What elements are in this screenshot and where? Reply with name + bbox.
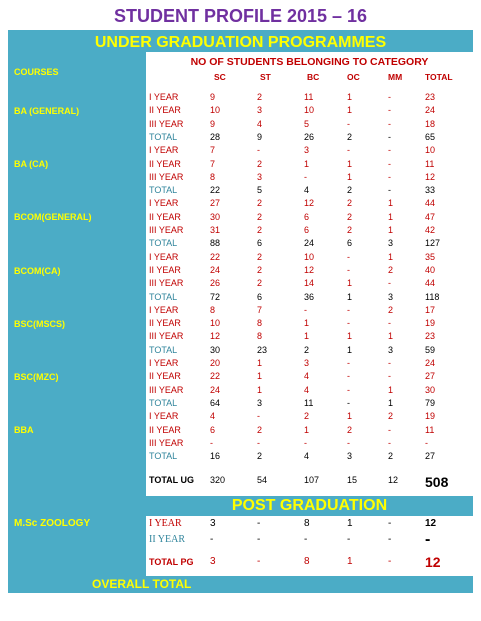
table-cell: 30 — [425, 384, 436, 395]
pg-total-label: TOTAL PG — [149, 557, 194, 567]
table-cell: 23 — [257, 344, 268, 355]
row-label: II YEAR — [149, 371, 181, 382]
table-cell: 3 — [388, 344, 394, 355]
table-cell: 7 — [257, 304, 263, 315]
table-cell: 1 — [304, 318, 310, 329]
table-row — [146, 118, 473, 131]
table-cell: 3 — [257, 171, 263, 182]
table-cell: 11 — [304, 92, 314, 102]
table-cell: 31 — [210, 225, 221, 235]
total-ug-mm: 12 — [388, 475, 399, 485]
table-cell: 2 — [257, 211, 263, 222]
table-cell: 3 — [388, 291, 394, 302]
row-label: II YEAR — [149, 105, 181, 116]
table-cell: - — [257, 411, 260, 422]
table-cell: 22 — [210, 251, 221, 262]
table-cell: 5 — [304, 118, 310, 129]
table-cell: 18 — [425, 118, 436, 129]
table-cell: 35 — [425, 251, 436, 262]
table-cell: 6 — [347, 238, 353, 249]
table-row — [146, 344, 473, 357]
table-cell: 7 — [210, 145, 216, 156]
table-cell: 2 — [388, 304, 394, 315]
table-cell: 1 — [257, 371, 263, 382]
table-cell: 9 — [210, 118, 216, 129]
table-cell: - — [388, 371, 391, 382]
table-cell: 11 — [425, 424, 435, 435]
table-cell: 1 — [388, 384, 394, 395]
table-cell: 4 — [304, 371, 310, 382]
table-cell: 2 — [257, 264, 263, 275]
table-cell: - — [388, 358, 391, 368]
row-label: III YEAR — [149, 225, 184, 235]
row-label: TOTAL — [149, 238, 178, 249]
total-ug-st: 54 — [257, 475, 268, 485]
total-ug-sc: 320 — [210, 475, 226, 485]
table-cell: 22 — [210, 185, 221, 196]
table-cell: - — [257, 437, 260, 448]
pg-heading: POST GRADUATION — [231, 497, 388, 514]
table-cell: 1 — [388, 331, 394, 342]
table-cell: 44 — [425, 278, 436, 289]
table-row — [146, 410, 473, 423]
table-cell: - — [388, 437, 391, 448]
table-cell: 44 — [425, 198, 436, 209]
pg-cell: - — [210, 534, 214, 545]
table-row — [146, 251, 473, 264]
table-cell: 59 — [425, 344, 436, 355]
pg-cell: - — [257, 556, 261, 567]
table-cell: 1 — [304, 158, 310, 169]
table-cell: 26 — [210, 278, 221, 289]
table-row — [146, 144, 473, 157]
table-cell: 27 — [425, 371, 436, 382]
table-cell: 79 — [425, 397, 436, 408]
table-cell: - — [388, 145, 391, 156]
table-row — [146, 197, 473, 210]
row-label: I YEAR — [149, 358, 179, 368]
table-cell: 2 — [347, 424, 353, 435]
pg-cell: 8 — [304, 518, 310, 529]
pg-cell: 12 — [425, 518, 437, 529]
col-header-sc: SC — [214, 72, 226, 82]
row-label: II YEAR — [149, 264, 181, 275]
table-row — [146, 184, 473, 197]
table-cell: 10 — [425, 145, 436, 156]
table-row — [146, 330, 473, 343]
table-cell: 12 — [425, 171, 436, 182]
course-name: BCOM(CA) — [14, 265, 61, 276]
row-label: III YEAR — [149, 331, 184, 342]
row-label: I YEAR — [149, 145, 179, 156]
table-cell: - — [388, 105, 391, 116]
table-row — [146, 357, 473, 370]
table-row — [146, 304, 473, 317]
table-cell: 2 — [257, 158, 263, 169]
total-ug-total: 508 — [425, 474, 449, 490]
table-cell: 30 — [210, 344, 221, 355]
table-cell: - — [304, 304, 307, 315]
table-cell: 24 — [304, 238, 315, 249]
course-name: BCOM(GENERAL) — [14, 212, 92, 223]
table-cell: 2 — [257, 92, 263, 102]
category-header: NO OF STUDENTS BELONGING TO CATEGORY — [190, 56, 429, 68]
row-label: I YEAR — [149, 304, 179, 315]
table-cell: 2 — [388, 451, 394, 462]
table-cell: 3 — [347, 451, 353, 462]
table-cell: 14 — [304, 278, 315, 289]
table-row — [146, 424, 473, 437]
table-cell: - — [210, 437, 213, 448]
table-cell: 24 — [210, 384, 221, 395]
table-cell: 2 — [257, 198, 263, 209]
pg-cell: 8 — [304, 556, 310, 567]
table-cell: 2 — [347, 198, 353, 209]
table-cell: 30 — [210, 211, 221, 222]
course-name: BBA — [14, 425, 34, 436]
pg-cell: - — [347, 534, 351, 545]
table-row — [146, 277, 473, 290]
table-cell: 12 — [304, 198, 315, 209]
table-cell: 118 — [425, 291, 440, 302]
table-cell: 1 — [388, 397, 394, 408]
table-row — [146, 450, 473, 463]
table-cell: - — [304, 437, 307, 448]
table-cell: 4 — [210, 411, 216, 422]
table-cell: - — [388, 278, 391, 289]
table-row — [146, 384, 473, 397]
table-cell: 19 — [425, 411, 436, 422]
pg-row-2 — [146, 532, 473, 548]
table-row — [146, 104, 473, 117]
table-cell: 1 — [304, 424, 310, 435]
table-cell: 2 — [304, 344, 310, 355]
table-cell: 2 — [257, 251, 263, 262]
table-cell: 1 — [388, 251, 394, 262]
row-label: TOTAL — [149, 291, 178, 302]
table-cell: - — [347, 264, 350, 275]
col-header-mm: MM — [388, 72, 403, 82]
table-cell: 4 — [304, 384, 310, 395]
table-cell: 2 — [257, 451, 263, 462]
table-cell: 1 — [347, 411, 353, 422]
table-cell: 9 — [257, 131, 263, 142]
pg-course-name: M.Sc ZOOLOGY — [14, 518, 91, 529]
table-cell: 6 — [304, 225, 310, 235]
table-row — [146, 370, 473, 383]
table-cell: 1 — [347, 278, 353, 289]
pg-cell: - — [257, 518, 261, 529]
col-header-st: ST — [260, 72, 271, 82]
row-label: I YEAR — [149, 411, 179, 422]
row-label: TOTAL — [149, 397, 178, 408]
table-cell: 11 — [425, 158, 435, 169]
row-label: II YEAR — [149, 318, 181, 329]
row-label: TOTAL — [149, 131, 178, 142]
row-label: III YEAR — [149, 118, 184, 129]
row-label: II YEAR — [149, 158, 181, 169]
table-cell: 20 — [210, 358, 221, 368]
course-name: BA (GENERAL) — [14, 106, 80, 116]
pg-cell: - — [388, 556, 392, 567]
table-cell: 10 — [210, 318, 221, 329]
table-cell: 27 — [425, 451, 436, 462]
table-cell: 127 — [425, 238, 441, 249]
total-ug-bc: 107 — [304, 475, 320, 485]
col-header-total: TOTAL — [425, 72, 453, 82]
course-name: BSC(MSCS) — [14, 318, 65, 329]
table-cell: 5 — [257, 185, 263, 196]
table-cell: - — [388, 92, 391, 102]
table-cell: 10 — [304, 105, 315, 116]
table-cell: 1 — [388, 211, 394, 222]
table-cell: 9 — [210, 92, 216, 102]
course-name: BA (CA) — [14, 159, 49, 170]
table-cell: 19 — [425, 318, 436, 329]
table-cell: 3 — [257, 397, 263, 408]
table-cell: 27 — [210, 198, 221, 209]
table-cell: 2 — [388, 264, 394, 275]
table-cell: 40 — [425, 264, 436, 275]
col-header-oc: OC — [347, 72, 360, 82]
table-cell: 1 — [347, 331, 353, 342]
table-row — [146, 171, 473, 184]
table-cell: - — [347, 145, 350, 156]
table-cell: - — [388, 185, 391, 196]
table-cell: 23 — [425, 92, 436, 102]
table-cell: 10 — [210, 105, 221, 116]
row-label: III YEAR — [149, 384, 184, 395]
table-cell: - — [347, 304, 350, 315]
table-cell: - — [304, 171, 307, 182]
pg-cell: 1 — [347, 556, 353, 567]
table-row — [146, 224, 473, 237]
pg-cell: 3 — [210, 518, 216, 529]
pg-cell: - — [388, 518, 392, 529]
table-cell: 8 — [210, 171, 216, 182]
table-cell: 1 — [347, 105, 353, 116]
row-label: III YEAR — [149, 437, 184, 448]
ug-heading: UNDER GRADUATION PROGRAMMES — [94, 34, 387, 51]
table-cell: - — [388, 118, 391, 129]
table-row — [146, 437, 473, 450]
row-label: III YEAR — [149, 278, 184, 289]
table-cell: - — [347, 318, 350, 329]
table-cell: 7 — [210, 158, 216, 169]
table-cell: 8 — [257, 318, 263, 329]
pg-row-label: I YEAR — [149, 518, 182, 529]
table-cell: 2 — [347, 131, 353, 142]
table-cell: 1 — [257, 358, 263, 368]
table-row — [146, 264, 473, 277]
pg-cell: - — [388, 534, 392, 545]
table-cell: - — [388, 171, 391, 182]
table-cell: 3 — [304, 145, 310, 156]
table-cell: 1 — [347, 291, 353, 302]
table-cell: 3 — [304, 358, 310, 368]
row-label: II YEAR — [149, 211, 181, 222]
row-label: TOTAL — [149, 185, 178, 196]
table-cell: 1 — [347, 158, 353, 169]
table-cell: - — [388, 424, 391, 435]
course-name: BSC(MZC) — [14, 372, 59, 382]
table-cell: - — [425, 437, 428, 448]
table-cell: 2 — [347, 225, 353, 235]
table-cell: 24 — [425, 358, 436, 368]
table-row — [146, 291, 473, 304]
table-cell: - — [347, 251, 350, 262]
table-cell: 64 — [210, 397, 221, 408]
table-cell: 4 — [304, 451, 310, 462]
table-cell: 88 — [210, 238, 221, 249]
table-cell: - — [347, 437, 350, 448]
table-cell: 1 — [304, 331, 310, 342]
pg-cell: - — [425, 531, 431, 548]
total-ug-oc: 15 — [347, 475, 358, 485]
row-label: TOTAL — [149, 344, 178, 355]
table-cell: 2 — [257, 225, 263, 235]
table-row — [146, 317, 473, 330]
table-cell: 12 — [304, 264, 315, 275]
table-cell: 6 — [257, 291, 263, 302]
pg-row-1 — [146, 516, 473, 532]
row-label: III YEAR — [149, 171, 184, 182]
table-cell: - — [388, 158, 391, 169]
table-cell: 2 — [257, 424, 263, 435]
row-label: I YEAR — [149, 251, 179, 262]
table-cell: 2 — [388, 411, 394, 422]
row-label: I YEAR — [149, 198, 179, 209]
table-cell: 10 — [304, 251, 315, 262]
table-cell: 36 — [304, 291, 315, 302]
table-cell: 65 — [425, 131, 436, 142]
table-cell: 24 — [425, 105, 436, 116]
table-cell: 3 — [388, 238, 394, 249]
pg-cell: - — [257, 534, 261, 545]
table-cell: 1 — [257, 384, 263, 395]
table-cell: 6 — [304, 211, 310, 222]
table-cell: - — [347, 118, 350, 129]
overall-total-label: OVERALL TOTAL — [92, 577, 192, 591]
table-row — [146, 158, 473, 171]
table-cell: - — [347, 358, 350, 368]
table-cell: 2 — [347, 211, 353, 222]
col-header-bc: BC — [307, 72, 320, 82]
table-row — [146, 91, 473, 104]
table-cell: 23 — [425, 331, 436, 342]
table-cell: 2 — [257, 278, 263, 289]
table-cell: 4 — [304, 185, 310, 196]
pg-row-total — [146, 554, 473, 570]
table-cell: 6 — [257, 238, 263, 249]
table-cell: 47 — [425, 211, 436, 222]
table-cell: 1 — [388, 225, 394, 235]
pg-cell: - — [304, 534, 308, 545]
table-row — [146, 237, 473, 250]
table-cell: - — [347, 384, 350, 395]
pg-cell: 1 — [347, 518, 353, 529]
table-cell: 1 — [347, 92, 353, 102]
table-cell: 22 — [210, 371, 221, 382]
table-row — [146, 211, 473, 224]
table-cell: 42 — [425, 225, 436, 235]
table-cell: - — [388, 131, 391, 142]
pg-row-label: II YEAR — [149, 534, 186, 545]
row-label: II YEAR — [149, 424, 181, 435]
table-cell: 26 — [304, 131, 315, 142]
table-cell: 11 — [304, 397, 314, 408]
table-cell: 16 — [210, 451, 221, 462]
table-cell: - — [388, 318, 391, 329]
table-cell: 8 — [257, 331, 263, 342]
table-cell: - — [257, 145, 260, 156]
total-ug-row — [146, 474, 473, 490]
table-cell: 8 — [210, 304, 216, 315]
table-cell: 1 — [347, 344, 353, 355]
table-cell: 28 — [210, 131, 221, 142]
table-cell: 1 — [347, 171, 353, 182]
table-cell: 6 — [210, 424, 216, 435]
table-cell: 2 — [304, 411, 310, 422]
table-cell: 3 — [257, 105, 263, 116]
table-row — [146, 397, 473, 410]
table-cell: - — [347, 371, 350, 382]
table-cell: 4 — [257, 118, 263, 129]
table-cell: 12 — [210, 331, 221, 342]
row-label: I YEAR — [149, 92, 179, 102]
pg-cell: 3 — [210, 556, 216, 567]
table-cell: 72 — [210, 291, 221, 302]
total-ug-label: TOTAL UG — [149, 475, 194, 485]
table-cell: 33 — [425, 185, 436, 196]
pg-total-value: 12 — [425, 554, 441, 570]
table-cell: 1 — [388, 198, 394, 209]
table-cell: 2 — [347, 185, 353, 196]
table-cell: 24 — [210, 264, 221, 275]
row-label: TOTAL — [149, 451, 178, 462]
page-title: STUDENT PROFILE 2015 – 16 — [113, 6, 368, 26]
table-cell: 17 — [425, 304, 436, 315]
table-row — [146, 131, 473, 144]
table-cell: - — [347, 397, 350, 408]
courses-header: COURSES — [14, 67, 59, 77]
